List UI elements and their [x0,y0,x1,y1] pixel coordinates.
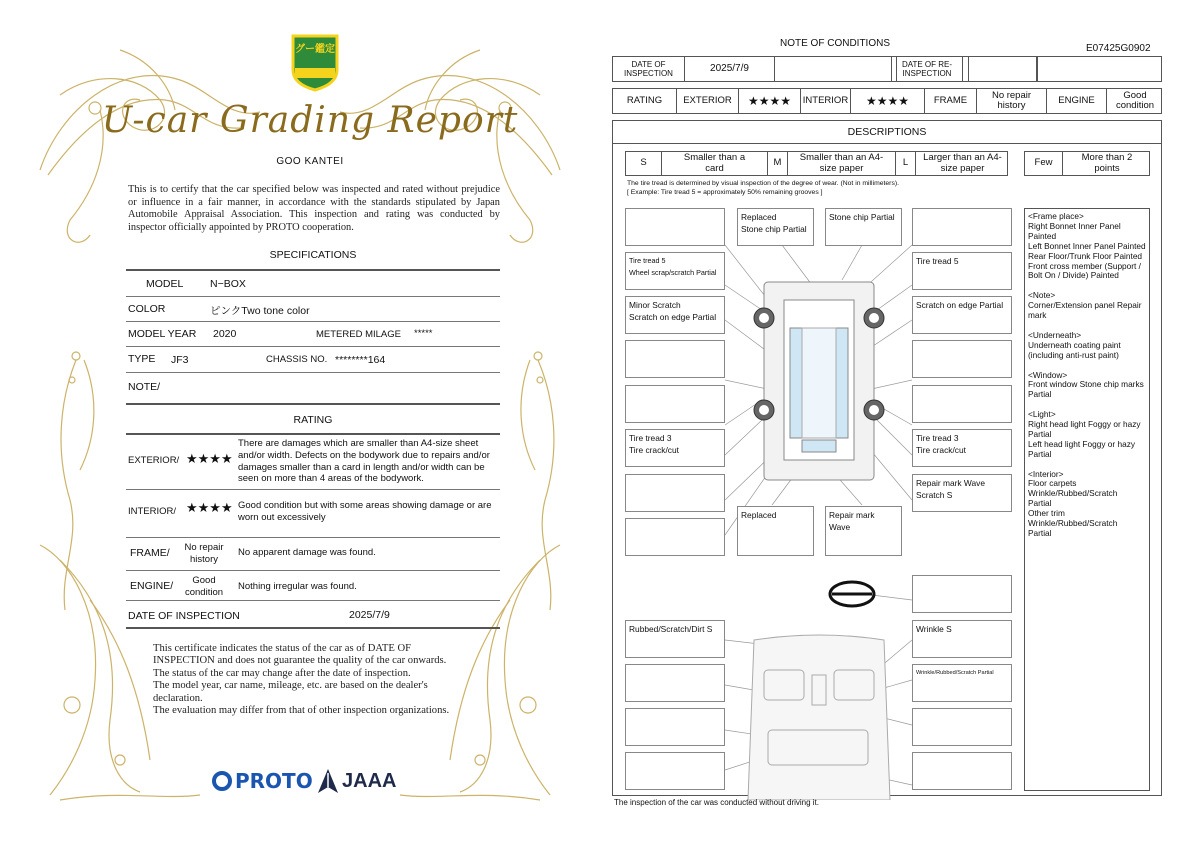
note-box-int-left-3 [625,708,725,746]
few-legend: Few More than 2 points [1024,151,1150,176]
note-box-right-6: Tire tread 3 Tire crack/cut [912,429,1012,467]
frame-value: No repair history [184,542,224,565]
date-label: DATE OF INSPECTION [128,610,240,622]
note-line: Partial [1028,528,1052,538]
note-line: Partial [1028,428,1052,439]
note-box-bottom-3: Repair mark Wave [825,506,902,556]
chassis-label: CHASSIS NO. [266,354,328,365]
model-label: MODEL [146,278,184,290]
intro-paragraph: This is to certify that the car specified below was inspected and rated without prejudice or influence in a fair manner, in accordance with the standards stipulated by Japan Automobile Appraisal Association. This inspection and rating was conducted by inspector officially appointed by PROTO cooperation. [128,184,500,233]
note-box-right-4 [912,340,1012,378]
note-line: mark [1028,310,1047,321]
color-label: COLOR [128,303,166,315]
engine-value: Good condition [184,575,224,598]
model-value: N−BOX [210,278,246,290]
exterior-label: EXTERIOR/ [128,455,180,466]
note-box-int-right-2: Wrinkle/Rubbed/Scratch Partial [912,664,1012,702]
note-box-int-right-1: Wrinkle S [912,620,1012,658]
steering-wheel-icon [830,582,874,606]
note-line: Painted [1028,230,1057,241]
badge-text: グー鑑定 [295,44,335,55]
note-line: <Light> [1028,409,1056,420]
tire-example: [ Example: Tire tread 5 = approximately 50% remaining grooves ] [627,189,823,196]
note-line: Bolt On / Divide) Painted [1028,270,1119,281]
note-line: Rear Floor/Trunk Floor Painted [1028,250,1143,261]
note-line: Partial [1028,389,1052,400]
note-line: Partial [1028,498,1052,509]
proto-logo: PROTO [212,769,313,793]
sheet-title: NOTE OF CONDITIONS [780,38,890,49]
note-box-right-3: Scratch on edge Partial [912,296,1012,334]
note-line: <Frame place> [1028,211,1084,221]
note-line: Front cross member (Support / [1028,260,1141,271]
note-line: Floor carpets [1028,478,1077,489]
interior-description: Good condition but with some areas showing damage or are worn out excessively [238,500,492,523]
note-line: <Note> [1028,290,1056,301]
color-value: ピンクTwo tone color [210,305,310,317]
note-line: Wrinkle/Rubbed/Scratch [1028,488,1118,499]
model-year-label: MODEL YEAR [128,328,197,340]
rating-row: RATING EXTERIOR ★★★★ INTERIOR ★★★★ FRAME No repair history ENGINE Good condition [612,88,1162,114]
note-line [1028,361,1146,371]
note-box-int-left-4 [625,752,725,790]
note-box-top-2: Replaced Stone chip Partial [737,208,814,246]
note-box-left-3: Minor Scratch Scratch on edge Partial [625,296,725,334]
specifications-heading: SPECIFICATIONS [269,249,357,261]
note-line: Right head light Foggy or hazy [1028,419,1141,430]
jaaa-logo: JAAA [318,769,396,793]
note-line: Right Bonnet Inner Panel [1028,220,1121,231]
sheet-footer: The inspection of the car was conducted without driving it. [614,798,819,807]
note-label: NOTE/ [128,381,161,393]
note-line: Wrinkle/Rubbed/Scratch [1028,518,1118,529]
note-box-left-2: Tire tread 5 Wheel scrap/scratch Partial [625,252,725,290]
interior-label: INTERIOR/ [128,506,177,517]
note-box-left-5 [625,385,725,423]
condition-notes [1024,208,1150,791]
note-box-top-1 [625,208,725,246]
exterior-description: There are damages which are smaller than A4-size sheet and/or width. Defects on the bodywork due to repairs and/or damages smaller than a card in length and/or width can be seen on more than 4 areas of the bodywork. [238,438,490,485]
note-box-bottom-1 [625,518,725,556]
note-box-int-right-3 [912,708,1012,746]
frame-label: FRAME/ [130,547,170,559]
engine-description: Nothing irregular was found. [238,581,357,592]
note-box-right-7: Repair mark Wave Scratch S [912,474,1012,512]
model-year-value: 2020 [213,328,237,340]
date-value: 2025/7/9 [349,609,390,621]
rating-heading: RATING [293,414,333,426]
note-line: (including anti-rust paint) [1028,349,1119,360]
note-box-top-4 [912,208,1012,246]
note-box-steering [912,575,1012,613]
type-label: TYPE [128,353,156,365]
note-line: <Interior> [1028,468,1064,479]
report-subtitle: GOO KANTEI [276,156,344,167]
note-box-right-5 [912,385,1012,423]
note-box-right-2: Tire tread 5 [912,252,1012,290]
note-line: Left Bonnet Inner Panel Painted [1028,240,1146,251]
note-line: <Window> [1028,369,1068,380]
size-legend: S Smaller than a card M Smaller than an A4-size paper L Larger than an A4-size paper [625,151,1008,176]
note-box-int-left-2 [625,664,725,702]
note-line: Other trim [1028,508,1065,519]
interior-stars: ★★★★ [851,89,925,113]
mileage-label: METERED MILAGE [316,329,401,340]
mileage-value: ***** [414,328,433,339]
type-value: JF3 [171,354,189,366]
interior-stars: ★★★★ [186,500,233,515]
engine-label: ENGINE/ [130,580,174,592]
note-box-int-right-4 [912,752,1012,790]
note-line: Corner/Extension panel Repair [1028,300,1142,311]
note-line: Front window Stone chip marks [1028,379,1144,390]
note-line: Partial [1028,448,1052,459]
note-box-bottom-2: Replaced [737,506,814,556]
sheet-code: E07425G0902 [1086,43,1151,54]
inspection-date: 2025/7/9 [685,57,775,81]
note-box-int-left-1: Rubbed/Scratch/Dirt S [625,620,725,658]
disclaimer: This certificate indicates the status of the car as of DATE OF INSPECTION and does not guarantee the quality of the car onwards. The status of the car may change after the date of inspection. The model year, car name, mileage, etc. are based on the dealer's declaration. The evaluation may differ from that of other inspection organizations. [153,643,450,717]
chassis-value: ********164 [335,354,386,366]
note-box-left-4 [625,340,725,378]
note-line: Underneath coating paint [1028,339,1121,350]
note-line: <Underneath> [1028,329,1082,340]
tire-note: The tire tread is determined by visual inspection of the degree of wear. (Not in millimeters). [627,180,899,187]
exterior-stars: ★★★★ [739,89,801,113]
exterior-stars: ★★★★ [186,451,233,466]
frame-description: No apparent damage was found. [238,547,376,558]
note-box-left-6: Tire tread 3 Tire crack/cut [625,429,725,467]
note-box-left-7 [625,474,725,512]
report-title: U-car Grading Report [101,100,519,141]
goo-kantei-badge [287,30,343,92]
descriptions-heading: DESCRIPTIONS [612,120,1162,144]
date-row: DATE OF INSPECTION 2025/7/9 DATE OF RE-INSPECTION [612,56,1162,82]
note-line: Left head light Foggy or hazy [1028,438,1136,449]
note-box-top-3: Stone chip Partial [825,208,902,246]
